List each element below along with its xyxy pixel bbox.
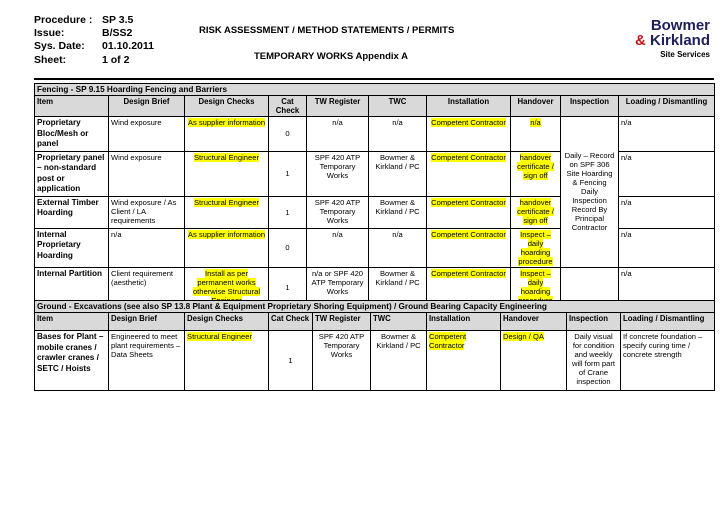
company-logo [635,18,710,59]
col-header-item: Item [35,313,109,331]
row-design-checks: Structural Engineer [193,197,259,207]
col-header-twc: TWC [371,313,427,331]
logo-subtitle: Site Services [660,50,710,59]
row-cat-check: 1 [269,151,307,196]
row-twc: Bowmer & Kirkland / PC [371,331,427,391]
row-tw-register: SPF 420 ATP Temporary Works [307,151,369,196]
procedure-label: Procedure : [34,14,93,26]
col-header-twc: TWC [369,96,427,117]
sys-date-label: Sys. Date: [34,40,85,53]
col-header-design-brief: Design Brief [109,313,185,331]
row-loading: n/a [619,117,715,152]
logo-line2: Kirkland [649,32,710,49]
col-header-installation: Installation [427,313,501,331]
row-design-checks: As supplier information [187,118,266,127]
row-handover: Inspect – daily hoarding [518,269,552,305]
row-tw-register: n/a or SPF 420 ATP Temporary Works [307,267,369,307]
row-twc: Bowmer & Kirkland / PC [369,196,427,228]
col-header-design-checks: Design Checks [185,96,269,117]
document-subtitle: TEMPORARY WORKS Appendix A [254,51,408,62]
row-installation: Competent Contractor [431,152,506,162]
row-installation: Competent Contractor [431,268,506,278]
logo-ampersand: & [634,32,646,49]
row-design-checks: Install as per permanent works otherwise Structural [193,269,260,305]
row-item: Proprietary Bloc/Mesh or panel [35,117,109,152]
sheet-value: 1 of 2 [102,53,130,66]
row-loading: n/a [619,196,715,228]
col-header-tw-register: TW Register [313,313,371,331]
document-meta [34,14,154,67]
table-row [35,331,715,391]
row-design-brief: Wind exposure [109,151,185,196]
row-twc: Bowmer & Kirkland / PC [369,267,427,307]
col-header-cat-check: Cat Check [269,313,313,331]
row-handover: n/a [530,118,541,127]
sheet-label: Sheet: [34,53,67,66]
row-cat-check: 0 [269,117,307,152]
row-installation: Competent Contractor [429,332,467,350]
section-title-ground: Ground - Excavations (see also SP 13.8 Plant & Equipment Proprietary Shoring Equipment) / Ground Bearing Capacity Engineering [35,301,715,313]
issue-value: B/SS2 [102,27,133,40]
document-title: RISK ASSESSMENT / METHOD STATEMENTS / PERMITS [199,25,455,36]
col-header-design-checks: Design Checks [185,313,269,331]
table-row [35,117,715,152]
row-design-brief: Wind exposure / As Client / LA requirements [109,196,185,228]
row-design-checks: Structural Engineer [193,152,259,162]
row-twc: Bowmer & Kirkland / PC [369,151,427,196]
row-design-brief: Engineered to meet plant requirements – Data Sheets [109,331,185,391]
row-design-checks: As supplier information [187,229,266,239]
row-cat-check: 1 [269,267,307,307]
row-item: Internal Partition [35,267,109,307]
row-handover: handover certificate / sign off [517,197,554,225]
row-tw-register: n/a [307,228,369,267]
col-header-inspection: Inspection [567,313,621,331]
row-handover: Design / QA [503,332,544,341]
row-twc: n/a [369,228,427,267]
row-cat-check: 1 [269,331,313,391]
col-header-inspection: Inspection [561,96,619,117]
row-design-brief: n/a [109,228,185,267]
row-handover: Inspect – daily hoarding procedure [518,229,553,266]
col-header-tw-register: TW Register [307,96,369,117]
row-cat-check: 0 [269,228,307,267]
col-header-item: Item [35,96,109,117]
ground-table [34,300,715,391]
row-installation: Competent Contractor [431,118,506,127]
col-header-handover: Handover [511,96,561,117]
row-loading: n/a [619,151,715,196]
row-item: External Timber Hoarding [35,196,109,228]
col-header-loading: Loading / Dismantling [619,96,715,117]
row-loading: If concrete foundation – specify curing time / concrete strength [621,331,715,391]
section-title-fencing: Fencing - SP 9.15 Hoarding Fencing and Barriers [35,84,715,96]
fencing-table [34,83,715,308]
row-design-brief: Wind exposure [109,117,185,152]
row-tw-register: SPF 420 ATP Temporary Works [313,331,371,391]
row-installation: Competent Contractor [431,229,506,239]
col-header-cat-check: Cat Check [269,96,307,117]
row-tw-register: n/a [307,117,369,152]
row-loading: n/a [619,228,715,267]
row-item: Proprietary panel – non-standard post or application [35,151,109,196]
header-divider [34,78,714,80]
inspection-shared: Daily – Record on SPF 306 Site Hoarding & Fencing Daily Inspection Record By Principal Contractor [561,117,619,268]
row-item: Internal Proprietary Hoarding [35,228,109,267]
logo-line1: Bowmer [650,17,710,34]
procedure-value: SP 3.5 [102,14,134,26]
col-header-handover: Handover [501,313,567,331]
row-installation: Competent Contractor [431,197,506,207]
row-tw-register: SPF 420 ATP Temporary Works [307,196,369,228]
row-twc: n/a [369,117,427,152]
col-header-loading: Loading / Dismantling [621,313,715,331]
row-handover: handover certificate / sign off [517,152,554,180]
issue-label: Issue: [34,27,65,40]
row-loading: n/a [619,267,715,307]
row-item: Bases for Plant – mobile cranes / crawler cranes / SETC / Hoists [35,331,109,391]
row-inspection: Daily visual for condition and weekly will form part of Crane inspection [567,331,621,391]
row-cat-check: 1 [269,196,307,228]
document-header [34,14,714,76]
row-design-checks: Structural Engineer [187,332,253,341]
sys-date-value: 01.10.2011 [102,40,154,53]
row-design-brief: Client requirement (aesthetic) [109,267,185,307]
col-header-design-brief: Design Brief [109,96,185,117]
col-header-installation: Installation [427,96,511,117]
